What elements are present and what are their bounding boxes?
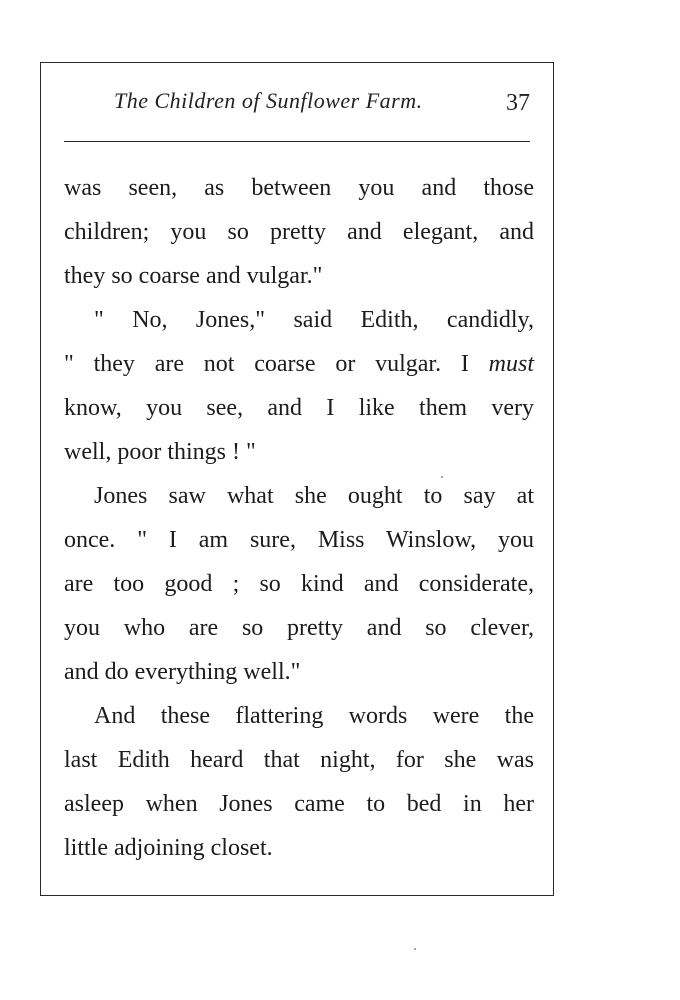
text-line: last Edith heard that night, for she was	[64, 747, 534, 773]
text-line-with-emphasis	[64, 342, 534, 386]
paragraph-3	[64, 474, 534, 694]
text-line: And these flattering words were the	[94, 703, 534, 729]
emphasis-word: must	[488, 351, 534, 377]
text-line: Jones saw what she ought to say at	[94, 483, 534, 509]
paragraph-1	[64, 166, 534, 298]
text-line: little adjoining closet.	[64, 835, 273, 861]
text-line: asleep when Jones came to bed in her	[64, 791, 534, 817]
text-line: you who are so pretty and so clever,	[64, 615, 534, 641]
running-title: The Children of Sunflower Farm.	[114, 88, 423, 113]
text-line: they so coarse and vulgar."	[64, 263, 323, 289]
text-fragment: " they are not coarse or vulgar. I	[64, 351, 489, 377]
text-line: are too good ; so kind and considerate,	[64, 571, 534, 597]
text-line: was seen, as between you and those	[64, 175, 534, 201]
header-rule	[64, 141, 530, 142]
text-line: once. " I am sure, Miss Winslow, you	[64, 527, 534, 553]
text-line: well, poor things ! "	[64, 439, 256, 465]
text-line: " No, Jones," said Edith, candidly,	[94, 307, 534, 333]
paragraph-2	[64, 298, 534, 474]
paragraph-4	[64, 694, 534, 870]
page-number: 37	[506, 90, 530, 116]
paper-speck	[441, 476, 443, 478]
running-header	[72, 88, 532, 124]
text-line: children; you so pretty and elegant, and	[64, 219, 534, 245]
body-text	[64, 166, 534, 870]
paper-speck	[414, 948, 416, 950]
text-line: know, you see, and I like them very	[64, 395, 534, 421]
text-line: and do everything well."	[64, 659, 301, 685]
